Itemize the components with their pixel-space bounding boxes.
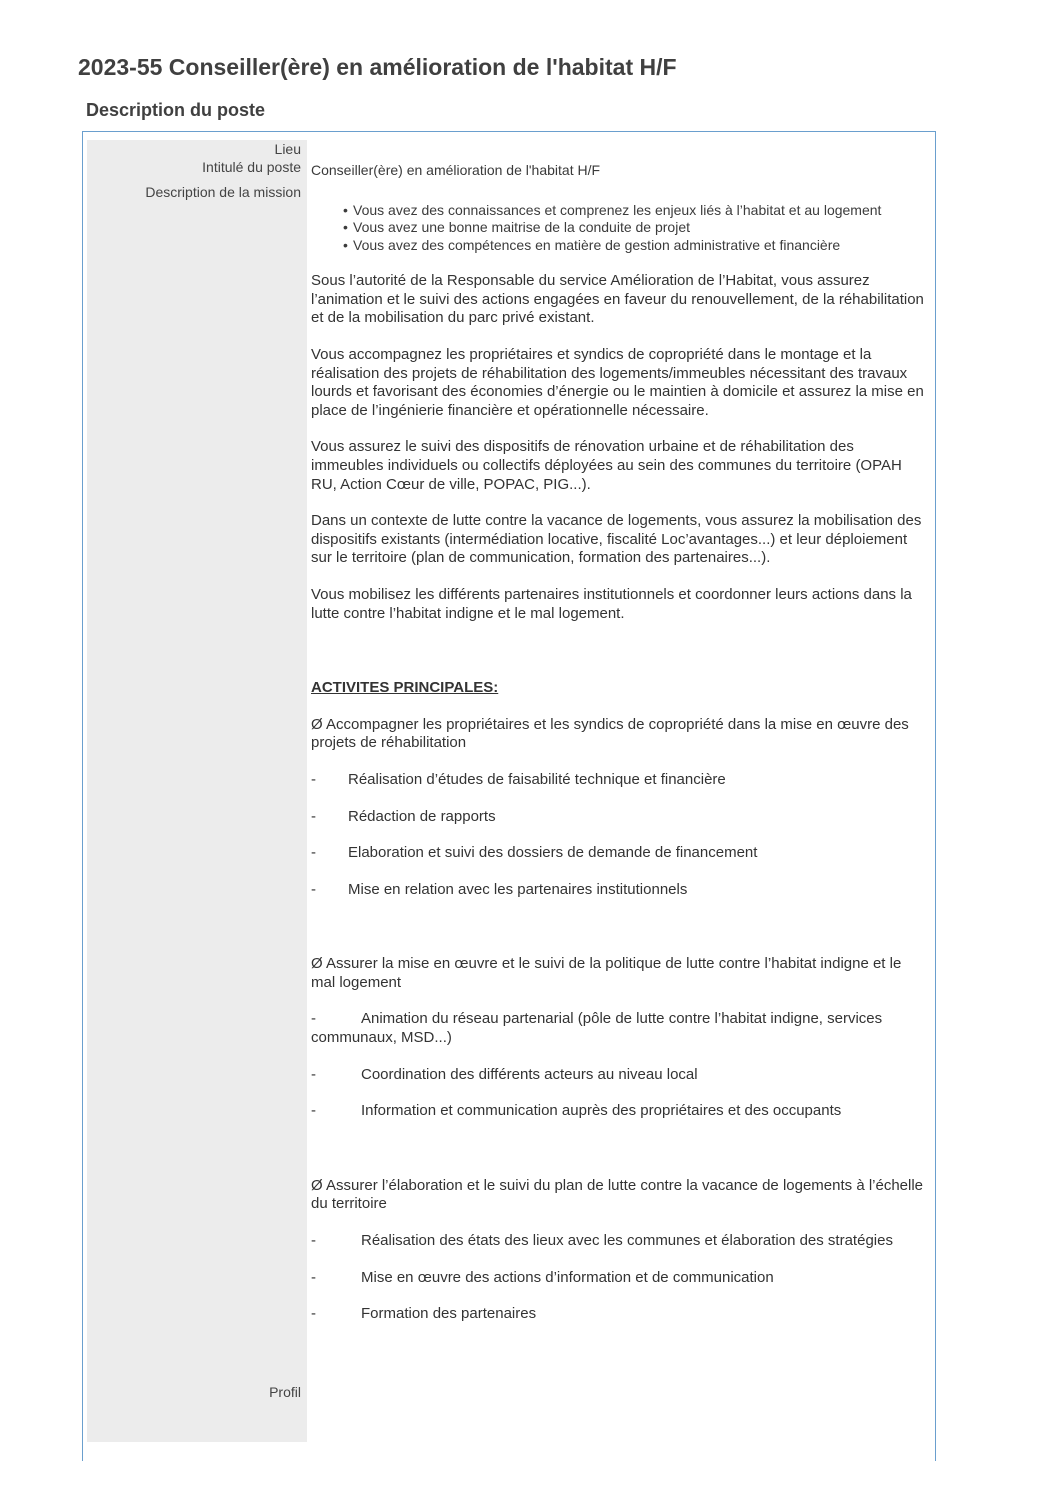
label-intitule: Intitulé du poste <box>202 159 301 175</box>
paragraph: Dans un contexte de lutte contre la vacance de logements, vous assurez la mobilisation des dispositifs existants (intermédiation locative, fiscalité Loc’avantages...) et leur déploiement sur le territoire (plan de communication, formation des partenaires...). <box>311 512 922 567</box>
activities-heading: ACTIVITES PRINCIPALES: <box>311 679 499 697</box>
activity-item: - Mise en relation avec les partenaires institutionnels <box>311 880 688 898</box>
activity-title: Ø Assurer la mise en œuvre et le suivi de la politique de lutte contre l’habitat indigne et le mal logement <box>311 955 902 991</box>
paragraph: Vous mobilisez les différents partenaires institutionnels et coordonner leurs actions dans la lutte contre l’habitat indigne et le mal logement. <box>311 585 912 622</box>
activity-item: - Coordination des différents acteurs au niveau local <box>311 1065 698 1083</box>
activity-item: - Rédaction de rapports <box>311 807 496 825</box>
label-column <box>87 140 307 1442</box>
activity-item: - Réalisation d’études de faisabilité technique et financière <box>311 770 726 788</box>
activity-item: - Mise en œuvre des actions d’information et de communication <box>311 1268 774 1286</box>
activity-item: - Formation des partenaires <box>311 1305 537 1323</box>
intitule-value: Conseiller(ère) en amélioration de l'habitat H/F <box>311 162 601 178</box>
page-title: 2023-55 Conseiller(ère) en amélioration de l'habitat H/F <box>78 54 677 80</box>
mission-description <box>311 202 929 1342</box>
label-description: Description de la mission <box>145 184 301 200</box>
activity-item: - Information et communication auprès des propriétaires et des occupants <box>311 1102 842 1120</box>
activity-item: - Animation du réseau partenarial (pôle de lutte contre l’habitat indigne, services communaux, MSD...) <box>311 1010 883 1047</box>
paragraph: Vous accompagnez les propriétaires et syndics de copropriété dans le montage et la réalisation des projets de réhabilitation des logements/immeubles nécessitant des travaux lourds et favorisant des économies d’énergie ou le maintien à domicile et assurez la mise en place de l’ingénierie financière et opérationnelle nécessaire. <box>311 346 924 419</box>
list-item: • Vous avez des compétences en matière de gestion administrative et financière <box>353 237 929 254</box>
paragraph: Vous assurez le suivi des dispositifs de rénovation urbaine et de réhabilitation des immeubles individuels ou collectifs déployées au sein des communes du territoire (OPAH RU, Action Cœur de ville, POPAC, PIG...). <box>311 438 902 493</box>
activity-title: Ø Assurer l’élaboration et le suivi du plan de lutte contre la vacance de logements à l’échelle du territoire <box>311 1176 924 1213</box>
activity-item: - Réalisation des états des lieux avec les communes et élaboration des stratégies <box>311 1232 893 1250</box>
list-item: • Vous avez une bonne maitrise de la conduite de projet <box>353 219 929 236</box>
activity-item: - Elaboration et suivi des dossiers de demande de financement <box>311 844 758 862</box>
paragraph: Sous l’autorité de la Responsable du service Amélioration de l’Habitat, vous assurez l’animation et le suivi des actions engagées en faveur du renouvellement, de la réhabilitation et de la mobilisation du parc privé existant. <box>311 272 924 327</box>
label-lieu: Lieu <box>274 141 301 157</box>
skills-list <box>311 202 929 254</box>
label-profil: Profil <box>269 1384 301 1400</box>
list-item: • Vous avez des connaissances et comprenez les enjeux liés à l’habitat et au logement <box>353 202 929 219</box>
activity-title: Ø Accompagner les propriétaires et les syndics de copropriété dans la mise en œuvre des projets de réhabilitation <box>311 715 909 752</box>
section-title: Description du poste <box>86 100 266 120</box>
